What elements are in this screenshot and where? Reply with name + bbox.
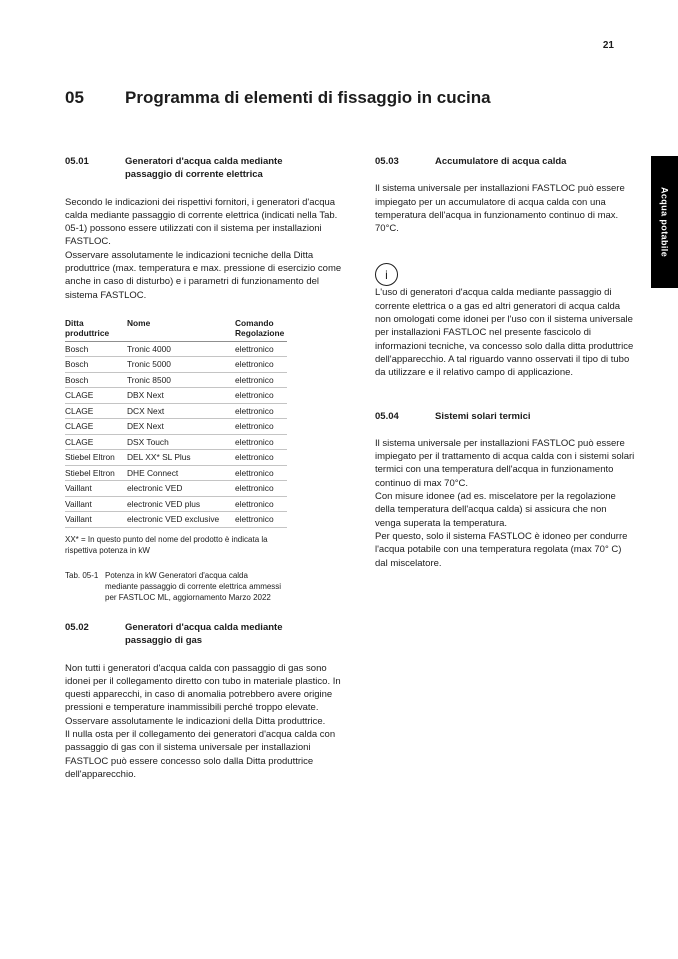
table-cell: elettronico [235, 341, 287, 357]
table-cell: DCX Next [127, 403, 235, 419]
table-footnote: XX* = In questo punto del nome del prodotto è indicata la rispettiva potenza in kW [65, 534, 268, 555]
table-cell: electronic VED [127, 481, 235, 497]
paragraph: Il nulla osta per il collegamento dei generatori d'acqua calda con passaggio di gas con il sistema universale per installazioni FASTLOC può essere concesso solo dalla Ditta produttrice dell'apparecchio. [65, 729, 336, 780]
section-heading: Accumulatore di acqua calda [435, 156, 567, 167]
table-row [65, 357, 287, 373]
table-cell: Tronic 5000 [127, 357, 235, 373]
table-row [65, 403, 287, 419]
table-cell: elettronico [235, 357, 287, 373]
table-row [65, 496, 287, 512]
table-header-cell: Ditta produttrice [65, 316, 127, 342]
info-icon: i [375, 263, 398, 286]
table-cell: elettronico [235, 388, 287, 404]
table-cell: Vaillant [65, 496, 127, 512]
paragraph: Per questo, solo il sistema FASTLOC è idoneo per condurre l'acqua potabile con una temperatura regolata (max 70° C) dal miscelatore. [375, 530, 628, 569]
section-tab-label: Acqua potabile [659, 186, 670, 258]
paragraph: Il sistema universale per installazioni FASTLOC può essere impiegato per il trattamento di acqua calda con i sistemi solari termici con una temperatura dell'acqua in funzionamento continuo di max 70°C. [375, 437, 635, 489]
table-cell: Vaillant [65, 512, 127, 528]
section-heading: Sistemi solari termici [435, 410, 531, 422]
table-row [65, 481, 287, 497]
section-0502-header [65, 621, 346, 648]
table-cell: electronic VED plus [127, 496, 235, 512]
info-note-text: L'uso di generatori d'acqua calda mediante passaggio di corrente elettrica o a gas ed altri generatori di acqua calda non omologati come idonei per l'uso con il sistema universale per installazioni FASTLOC nel presente fascicolo di informazioni tecniche, va concesso solo dalla ditta produttrice dell'apparecchio. A tal riguardo vanno osservati il tipo di tubo da utilizzare e il relativo campo di applicazione. [375, 287, 634, 379]
section-heading: Generatori d'acqua calda mediante passaggio di gas [125, 621, 283, 647]
table-row [65, 512, 287, 528]
table-cell: DBX Next [127, 388, 235, 404]
device-table [65, 316, 287, 528]
table-cell: elettronico [235, 372, 287, 388]
table-header-row [65, 316, 287, 342]
table-cell: Bosch [65, 372, 127, 388]
section-number: 05.03 [375, 156, 399, 167]
section-number: 05.02 [65, 621, 89, 633]
page-title: Programma di elementi di fissaggio in cucina [125, 88, 491, 107]
table-cell: Stiebel Eltron [65, 465, 127, 481]
table-caption-label: Tab. 05-1 [65, 570, 99, 580]
table-row [65, 372, 287, 388]
table-row [65, 450, 287, 466]
table-cell: Vaillant [65, 481, 127, 497]
section-number: 05.04 [375, 410, 399, 422]
table-cell: elettronico [235, 419, 287, 435]
table-cell: DHE Connect [127, 465, 235, 481]
table-cell: Stiebel Eltron [65, 450, 127, 466]
table-cell: CLAGE [65, 419, 127, 435]
table-row [65, 341, 287, 357]
table-cell: electronic VED exclusive [127, 512, 235, 528]
paragraph: Non tutti i generatori d'acqua calda con passaggio di gas sono idonei per il collegamento diretto con tubo in materiale plastico. In questi apparecchi, in caso di anomalia potrebbero avere origine pressioni e temperature inammissibili perché troppo elevate. [65, 662, 341, 714]
paragraph: Il sistema universale per installazioni FASTLOC può essere impiegato per un accumulatore di acqua calda con una temperatura dell'acqua in funzionamento continuo di max. 70°C. [375, 183, 625, 235]
section-heading: Generatori d'acqua calda mediante passaggio di corrente elettrica [125, 156, 283, 181]
paragraph: Osservare assolutamente le indicazioni tecniche della Ditta produttrice (max. temperatura e max. pressione di esercizio come anche in caso di disturbo) e i parametri di funzionamento del sistema FASTLOC. [65, 249, 342, 301]
table-cell: DEL XX* SL Plus [127, 450, 235, 466]
table-row [65, 434, 287, 450]
table-cell: Bosch [65, 341, 127, 357]
table-cell: elettronico [235, 403, 287, 419]
chapter-header [65, 88, 491, 108]
table-header-cell: Comando Regolazione [235, 316, 287, 342]
table-cell: DEX Next [127, 419, 235, 435]
table-cell: elettronico [235, 465, 287, 481]
paragraph: Secondo le indicazioni dei rispettivi fornitori, i generatori d'acqua calda mediante passaggio di corrente elettrica (indicati nella Tab. 05-1) possono essere utilizzati con il sistema per installazioni FASTLOC. [65, 196, 338, 248]
page-number: 21 [602, 40, 614, 51]
table-row [65, 419, 287, 435]
paragraph: Osservare assolutamente le indicazioni della Ditta produttrice. [65, 715, 326, 727]
table-cell: elettronico [235, 512, 287, 528]
table-cell: Tronic 8500 [127, 372, 235, 388]
chapter-number: 05 [65, 88, 84, 107]
table-cell: Tronic 4000 [127, 341, 235, 357]
table-cell: elettronico [235, 496, 287, 512]
table-caption [65, 570, 346, 603]
table-cell: DSX Touch [127, 434, 235, 450]
section-0504-header [375, 410, 635, 423]
right-column [375, 155, 635, 570]
table-cell: Bosch [65, 357, 127, 373]
paragraph: Con misure idonee (ad es. miscelatore per la regolazione della temperatura dell'acqua calda) si assicura che non venga superata la temperatura. [375, 491, 616, 529]
left-column [65, 155, 346, 781]
table-row [65, 388, 287, 404]
section-tab-acqua-potabile [651, 156, 678, 288]
table-cell: elettronico [235, 481, 287, 497]
table-header-cell: Nome [127, 316, 235, 342]
table-cell: elettronico [235, 450, 287, 466]
table-caption-text: Potenza in kW Generatori d'acqua calda mediante passaggio di corrente elettrica ammessi per FASTLOC ML, aggiornamento Marzo 2022 [105, 570, 282, 602]
section-0501-header [65, 155, 346, 182]
table-cell: CLAGE [65, 388, 127, 404]
table-cell: elettronico [235, 434, 287, 450]
section-0503-header [375, 155, 635, 168]
section-number: 05.01 [65, 156, 89, 167]
table-cell: CLAGE [65, 403, 127, 419]
table-row [65, 465, 287, 481]
info-note [375, 263, 635, 379]
table-cell: CLAGE [65, 434, 127, 450]
